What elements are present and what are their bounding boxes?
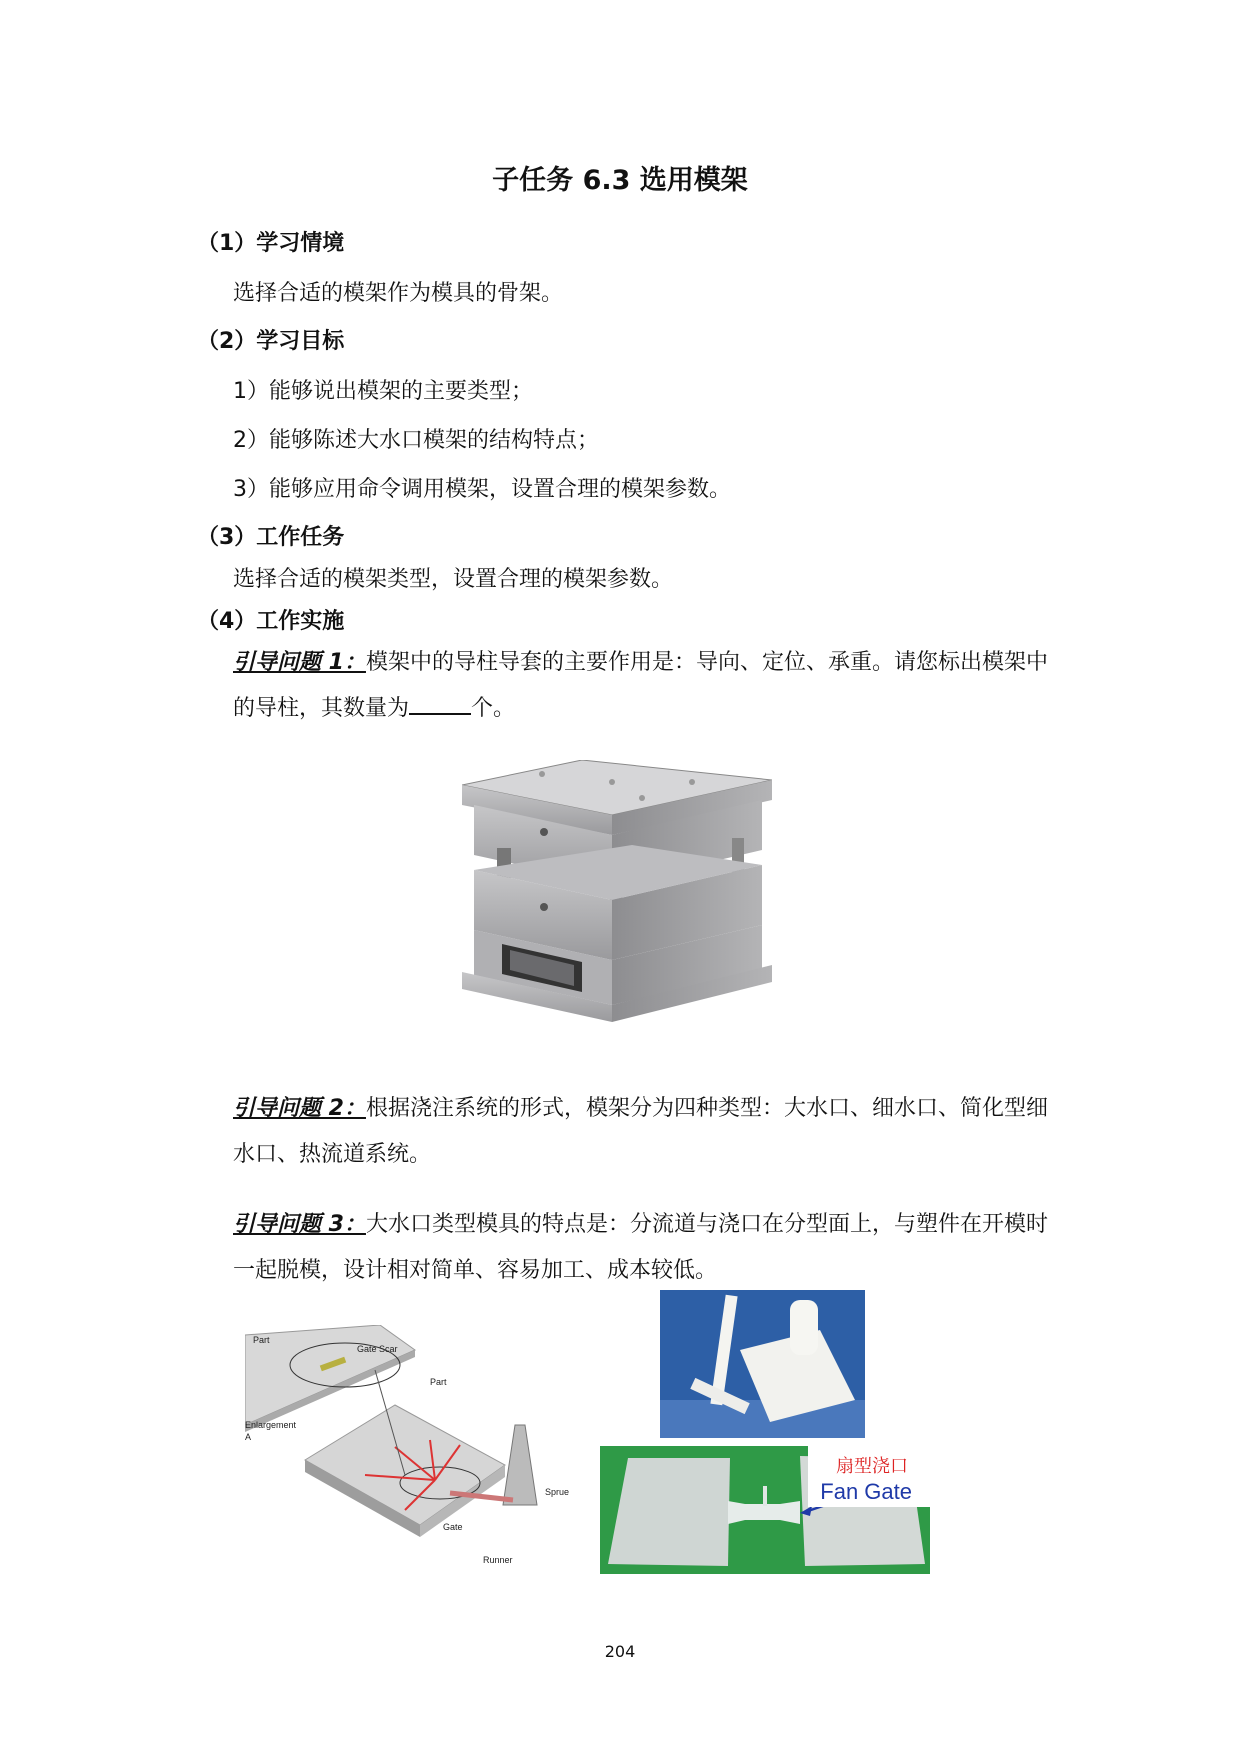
objective-item-2: 2）能够陈述大水口模架的结构特点；	[233, 428, 599, 453]
guide-question-2	[233, 1086, 1053, 1178]
question-3-text: 大水口类型模具的特点是：分流道与浇口在分型面上，与塑件在开模时一起脱模，设计相对简单、容易加工、成本较低。	[233, 1212, 1048, 1283]
molded-part-photo	[660, 1290, 865, 1438]
objective-item-1: 1）能够说出模架的主要类型；	[233, 379, 533, 404]
mold-base-image	[462, 760, 772, 1035]
question-2-lead: 引导问题 2：	[233, 1096, 366, 1121]
question-2-text: 根据浇注系统的形式，模架分为四种类型：大水口、细水口、简化型细水口、热流道系统。	[233, 1096, 1048, 1167]
fan-gate-photo	[600, 1446, 930, 1574]
section-heading-2: （2）学习目标	[197, 329, 345, 354]
label-enlargement-a: A	[245, 1432, 252, 1442]
label-part: Part	[430, 1377, 447, 1387]
page-title: 子任务 6.3 选用模架	[492, 165, 748, 196]
answer-blank[interactable]	[409, 695, 471, 715]
gate-diagram	[245, 1325, 600, 1570]
section-heading-1: （1）学习情境	[197, 231, 345, 256]
section-1-body: 选择合适的模架作为模具的骨架。	[233, 281, 564, 306]
question-3-lead: 引导问题 3：	[233, 1212, 366, 1237]
page-number: 204	[604, 1642, 636, 1661]
label-sprue: Sprue	[545, 1487, 570, 1497]
guide-question-1	[233, 640, 1053, 732]
question-1-lead: 引导问题 1：	[233, 650, 366, 675]
question-1-text: 模架中的导柱导套的主要作用是：导向、定位、承重。请您标出模架中的导柱，其数量为	[233, 650, 1048, 721]
label-gate: Gate	[443, 1522, 463, 1532]
label-runner: Runner	[483, 1555, 513, 1565]
label-fan-gate-en: Fan Gate	[820, 1479, 912, 1504]
question-1-after: 个。	[471, 696, 516, 721]
label-part-top: Part	[253, 1335, 270, 1345]
label-enlargement: Enlargement	[245, 1420, 297, 1430]
section-3-body: 选择合适的模架类型，设置合理的模架参数。	[233, 567, 674, 592]
objective-item-3: 3）能够应用命令调用模架，设置合理的模架参数。	[233, 477, 731, 502]
section-heading-3: （3）工作任务	[197, 525, 345, 550]
section-heading-4: （4）工作实施	[197, 609, 345, 634]
guide-question-3	[233, 1202, 1053, 1294]
label-fan-gate-cn: 扇型浇口	[836, 1456, 908, 1477]
label-gate-scar: Gate Scar	[357, 1344, 398, 1354]
